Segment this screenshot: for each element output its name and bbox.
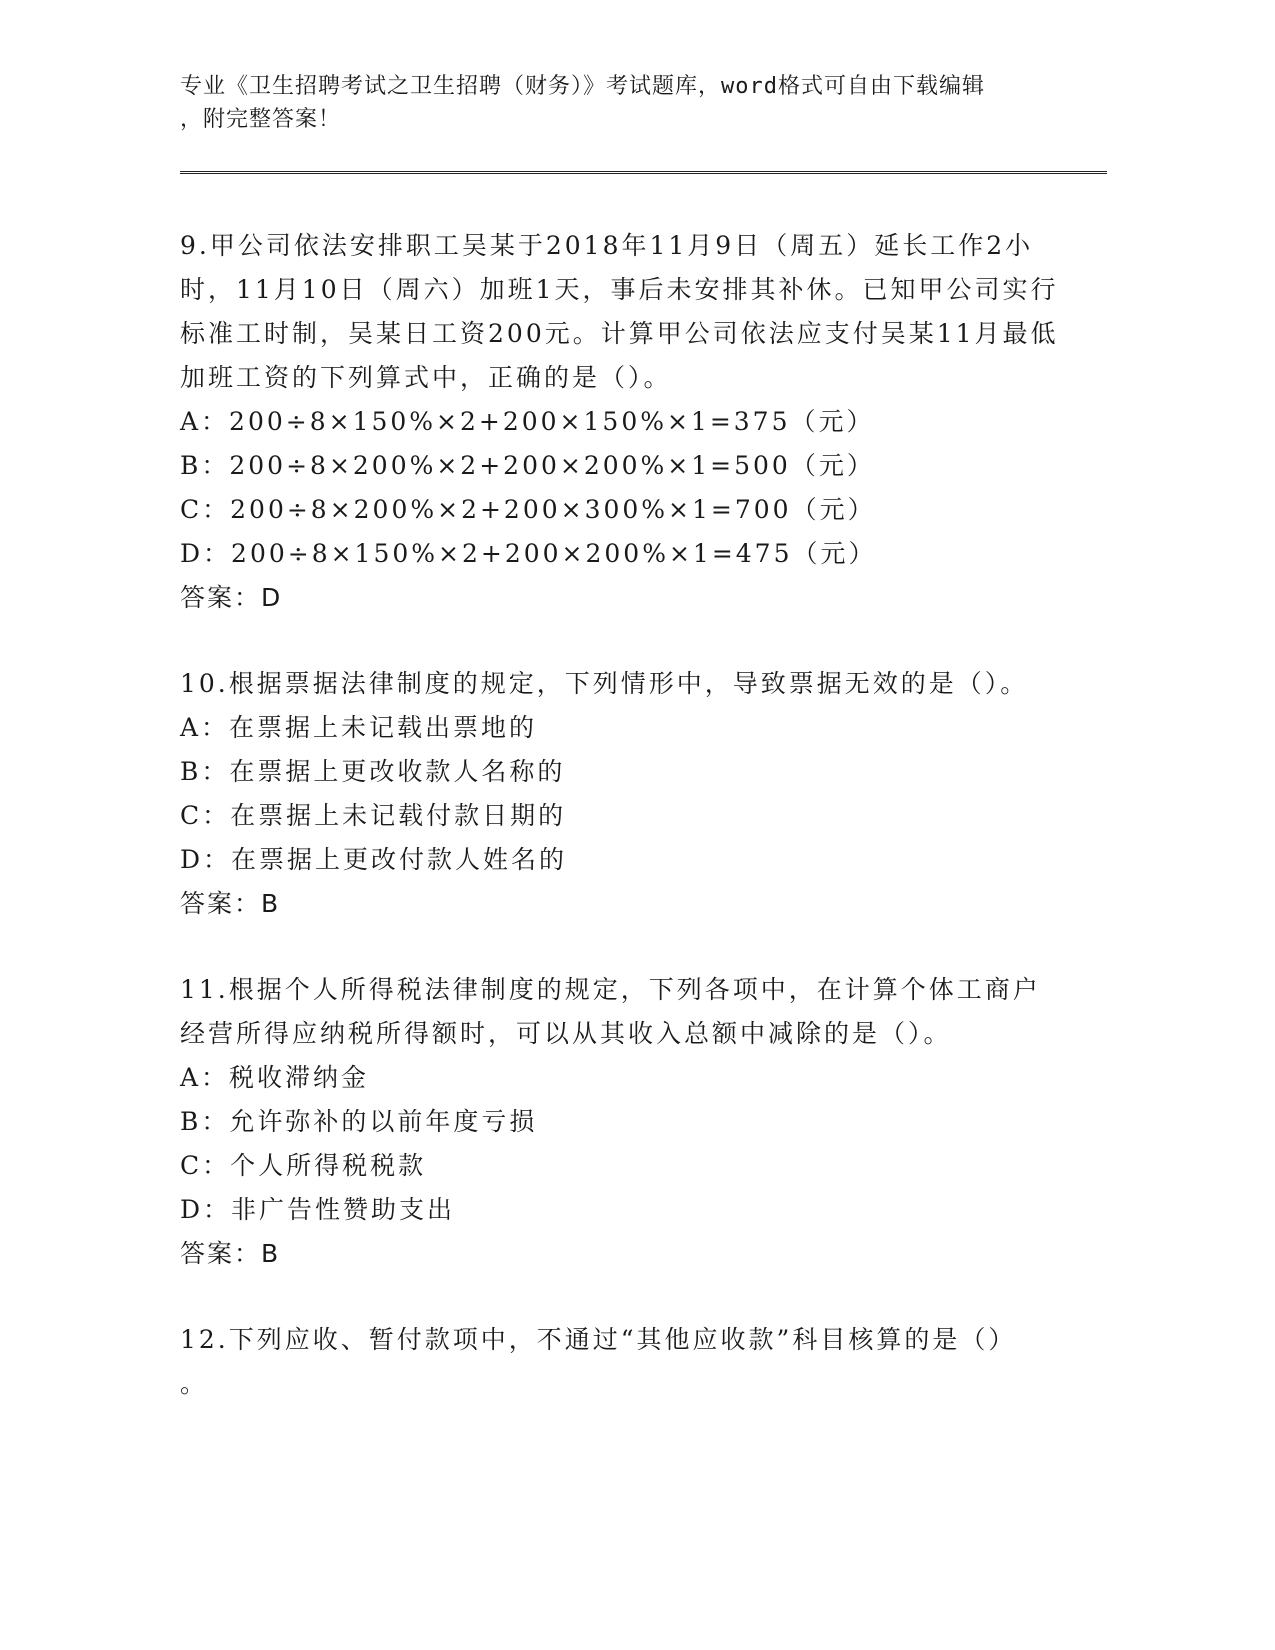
- option-b: B：在票据上更改收款人名称的: [180, 757, 566, 786]
- option-a: A：在票据上未记载出票地的: [180, 713, 538, 742]
- option-d: D：非广告性赞助支出: [180, 1195, 456, 1224]
- option-a: A：200÷8×150%×2+200×150%×1=375（元）: [180, 407, 875, 436]
- option-b: B：允许弥补的以前年度亏损: [180, 1107, 538, 1136]
- header-line-2: ，附完整答案！: [180, 107, 342, 132]
- question-stem-trail: 。: [180, 1369, 209, 1398]
- answer-label: 答案：B: [180, 1239, 281, 1268]
- option-c: C：200÷8×200%×2+200×300%×1=700（元）: [180, 495, 876, 524]
- question-12: [180, 1318, 1060, 1406]
- header-line-1: 专业《卫生招聘考试之卫生招聘（财务）》考试题库，word格式可自由下载编辑: [180, 74, 985, 99]
- question-9: [180, 224, 1060, 620]
- question-10: [180, 662, 1060, 926]
- question-stem: 10.根据票据法律制度的规定，下列情形中，导致票据无效的是（）。: [180, 669, 1029, 698]
- option-d: D：200÷8×150%×2+200×200%×1=475（元）: [180, 539, 877, 568]
- question-11: [180, 968, 1060, 1276]
- question-stem: 12.下列应收、暂付款项中，不通过“其他应收款”科目核算的是（）: [180, 1325, 1017, 1354]
- answer-label: 答案：D: [180, 583, 283, 612]
- question-stem: 11.根据个人所得税法律制度的规定，下列各项中，在计算个体工商户经营所得应纳税所得额时，可以从其收入总额中减除的是（）。: [180, 975, 1041, 1048]
- option-b: B：200÷8×200%×2+200×200%×1=500（元）: [180, 451, 875, 480]
- answer-label: 答案：B: [180, 889, 281, 918]
- option-a: A：税收滞纳金: [180, 1063, 370, 1092]
- question-stem: 9.甲公司依法安排职工吴某于2018年11月9日（周五）延长工作2小时，11月10日（周六）加班1天，事后未安排其补休。已知甲公司实行标准工时制，吴某日工资200元。计算甲公司依法应支付吴某11月最低加班工资的下列算式中，正确的是（）。: [180, 231, 1059, 392]
- option-c: C：在票据上未记载付款日期的: [180, 801, 567, 830]
- option-d: D：在票据上更改付款人姓名的: [180, 845, 568, 874]
- question-list: [180, 224, 1060, 1448]
- document-header: [180, 70, 1040, 136]
- option-c: C：个人所得税税款: [180, 1151, 427, 1180]
- header-divider: [180, 171, 1107, 174]
